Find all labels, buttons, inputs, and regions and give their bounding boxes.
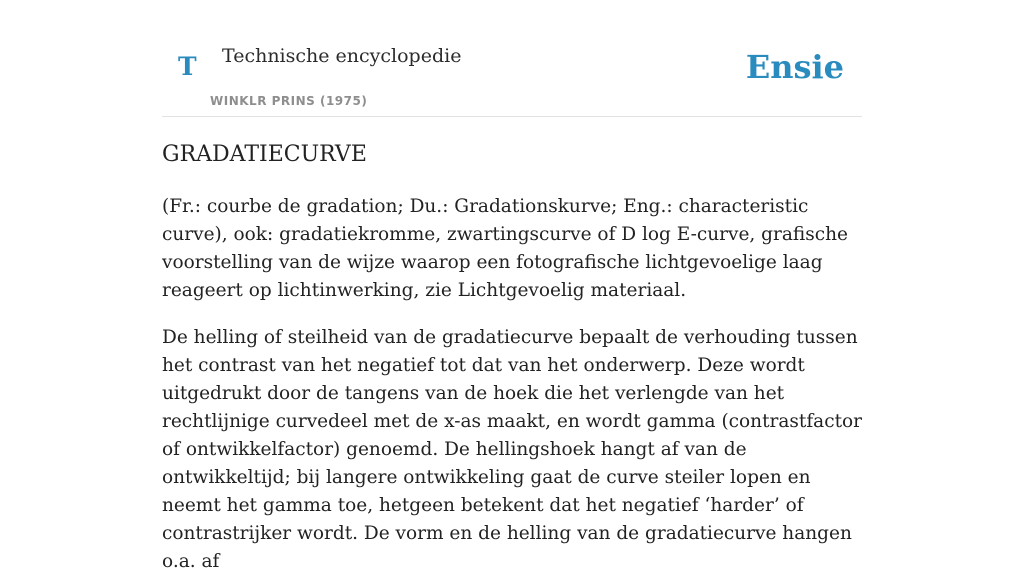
source-header xyxy=(162,0,862,117)
brand-logo[interactable]: Ensie xyxy=(745,48,844,86)
source-subtitle: WINKLR PRINS (1975) xyxy=(210,94,368,108)
source-title[interactable]: Technische encyclopedie xyxy=(222,45,462,67)
article-paragraph: (Fr.: courbe de gradation; Du.: Gradationskurve; Eng.: characteristic curve), ook: gradatiekromme, zwartingscurve of D log E-curve, grafische voorstelling van de wijze waarop een fotografische lichtgevoelige laag reageert op lichtinwerking, zie Lichtgevoelig materiaal. xyxy=(162,196,848,301)
article xyxy=(162,139,862,576)
article-paragraph: De helling of steilheid van de gradatiecurve bepaalt de verhouding tussen het contrast van het negatief tot dat van het onderwerp. Deze wordt uitgedrukt door de tangens van de hoek die het verlengde van het rechtlijnige curvedeel met de x-as maakt, en wordt gamma (contrastfactor of ontwikkelfactor) genoemd. De hellingshoek hangt af van de ontwikkeltijd; bij langere ontwikkeling gaat de curve steiler lopen en neemt het gamma toe, hetgeen betekent dat het negatief ‘harder’ of contrastrijker wordt. De vorm en de helling van de gradatiecurve hangen o.a. af xyxy=(162,327,862,572)
source-logo-icon[interactable]: T xyxy=(178,52,197,81)
article-title: GRADATIECURVE xyxy=(162,142,367,167)
